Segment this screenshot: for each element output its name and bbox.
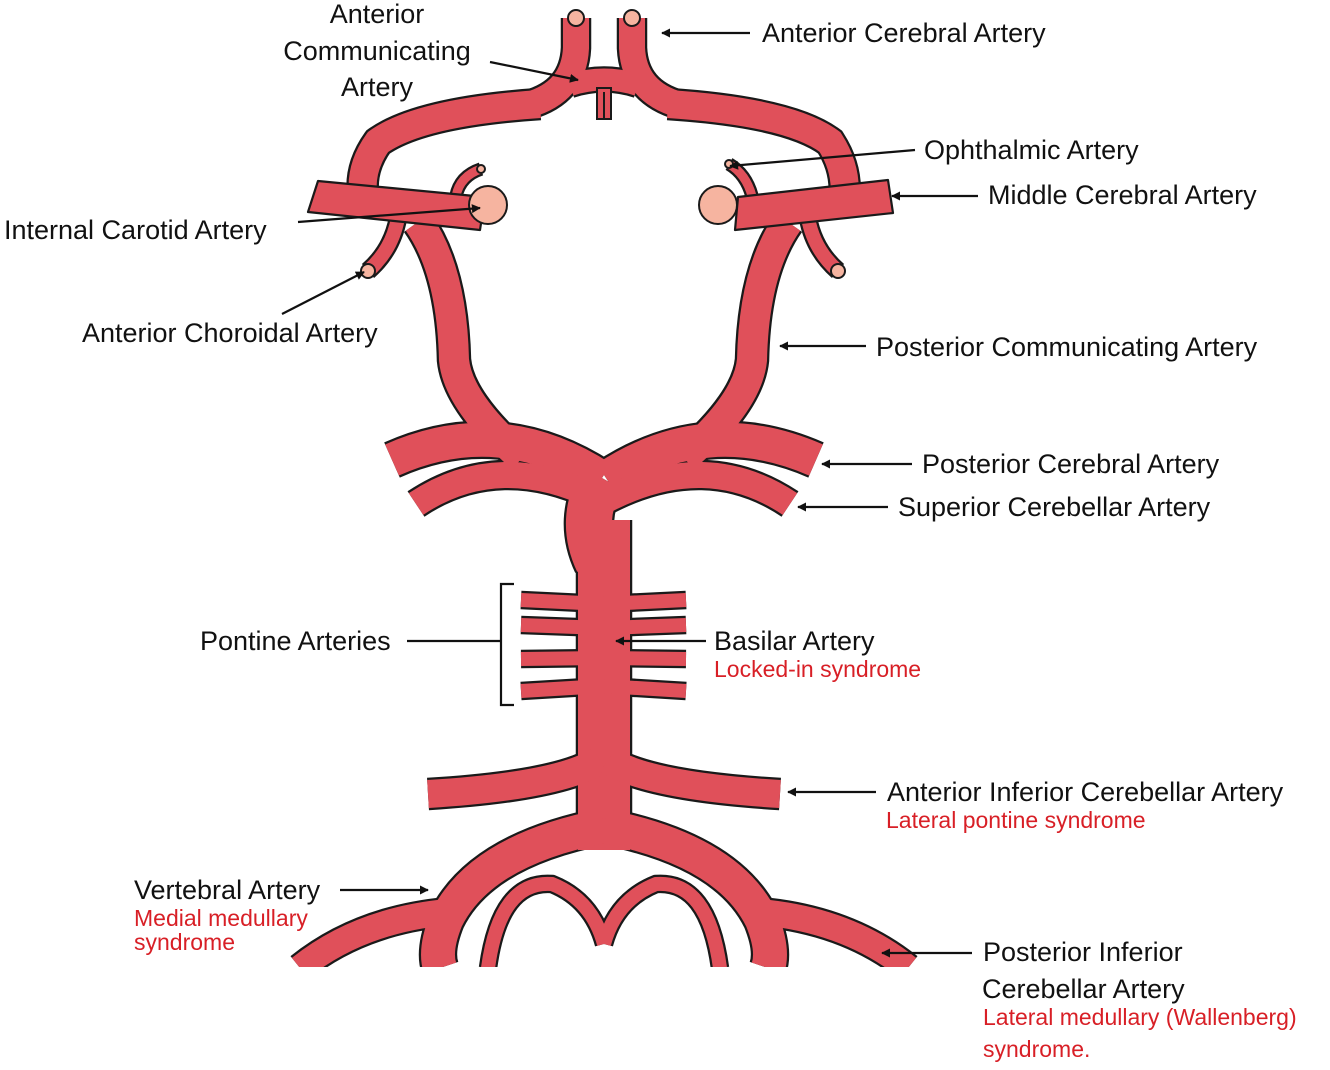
anterior-communicating-notch bbox=[597, 88, 611, 119]
label-vertebral: Vertebral Artery bbox=[134, 875, 321, 905]
anterior-choroidal-artery-left-end bbox=[361, 264, 375, 278]
label-aica: Anterior Inferior Cerebellar Artery bbox=[887, 777, 1284, 807]
anterior-cerebral-artery-left-end bbox=[568, 10, 584, 26]
label-middle-cerebral: Middle Cerebral Artery bbox=[988, 180, 1257, 210]
pontine-artery-right-1 bbox=[604, 600, 686, 604]
label-anterior-communicating-line1: Anterior bbox=[329, 0, 425, 29]
pontine-artery-left-1 bbox=[521, 600, 604, 604]
anterior-cerebral-artery-right-end bbox=[624, 10, 640, 26]
syndrome-pica-line2: syndrome. bbox=[983, 1036, 1091, 1062]
syndrome-aica: Lateral pontine syndrome bbox=[886, 807, 1146, 833]
internal-carotid-artery-right bbox=[699, 186, 737, 224]
pontine-artery-left-3 bbox=[521, 658, 604, 659]
label-pica-line1: Posterior Inferior bbox=[983, 937, 1183, 967]
syndrome-vertebral-line2: syndrome bbox=[134, 929, 235, 955]
pontine-bracket bbox=[501, 584, 514, 705]
inner-loop-right-outline bbox=[604, 884, 720, 968]
label-anterior-choroidal: Anterior Choroidal Artery bbox=[82, 318, 378, 348]
syndrome-pica-line1: Lateral medullary (Wallenberg) bbox=[983, 1004, 1297, 1030]
syndrome-vertebral-line1: Medial medullary bbox=[134, 905, 308, 931]
label-basilar: Basilar Artery bbox=[714, 626, 875, 656]
middle-cerebral-artery-right bbox=[735, 180, 893, 230]
label-superior-cerebellar: Superior Cerebellar Artery bbox=[898, 492, 1211, 522]
anterior-choroidal-artery-right-end bbox=[831, 264, 845, 278]
labels bbox=[4, 0, 1297, 1062]
pontine-artery-left-4 bbox=[521, 686, 604, 691]
anterior-choroidal-artery-left bbox=[368, 218, 398, 271]
label-anterior-cerebral: Anterior Cerebral Artery bbox=[762, 18, 1046, 48]
pontine-artery-right-4 bbox=[604, 686, 686, 691]
anterior-communicating-artery bbox=[570, 80, 638, 86]
label-internal-carotid: Internal Carotid Artery bbox=[4, 215, 267, 245]
pontine-artery-left-2 bbox=[521, 625, 604, 628]
syndrome-basilar: Locked-in syndrome bbox=[714, 656, 922, 682]
inner-loop-left-outline bbox=[488, 884, 604, 968]
bottom-crop-mask bbox=[0, 967, 960, 1070]
label-posterior-cerebral: Posterior Cerebral Artery bbox=[922, 449, 1220, 479]
pontine-artery-right-3 bbox=[604, 658, 686, 659]
label-pica-line2: Cerebellar Artery bbox=[982, 974, 1185, 1004]
pontine-artery-right-2 bbox=[604, 625, 686, 628]
pointer-anterior-choroidal bbox=[282, 272, 364, 314]
internal-carotid-artery-ends bbox=[469, 186, 737, 224]
ophthalmic-artery-left-end bbox=[477, 165, 485, 173]
label-pontine: Pontine Arteries bbox=[200, 626, 391, 656]
label-anterior-communicating-line2: Communicating bbox=[283, 36, 471, 66]
internal-carotid-artery-left bbox=[469, 186, 507, 224]
anterior-choroidal-artery-right bbox=[808, 218, 838, 271]
label-ophthalmic: Ophthalmic Artery bbox=[924, 135, 1139, 165]
label-anterior-communicating-line3: Artery bbox=[340, 72, 414, 102]
label-posterior-communicating: Posterior Communicating Artery bbox=[876, 332, 1258, 362]
